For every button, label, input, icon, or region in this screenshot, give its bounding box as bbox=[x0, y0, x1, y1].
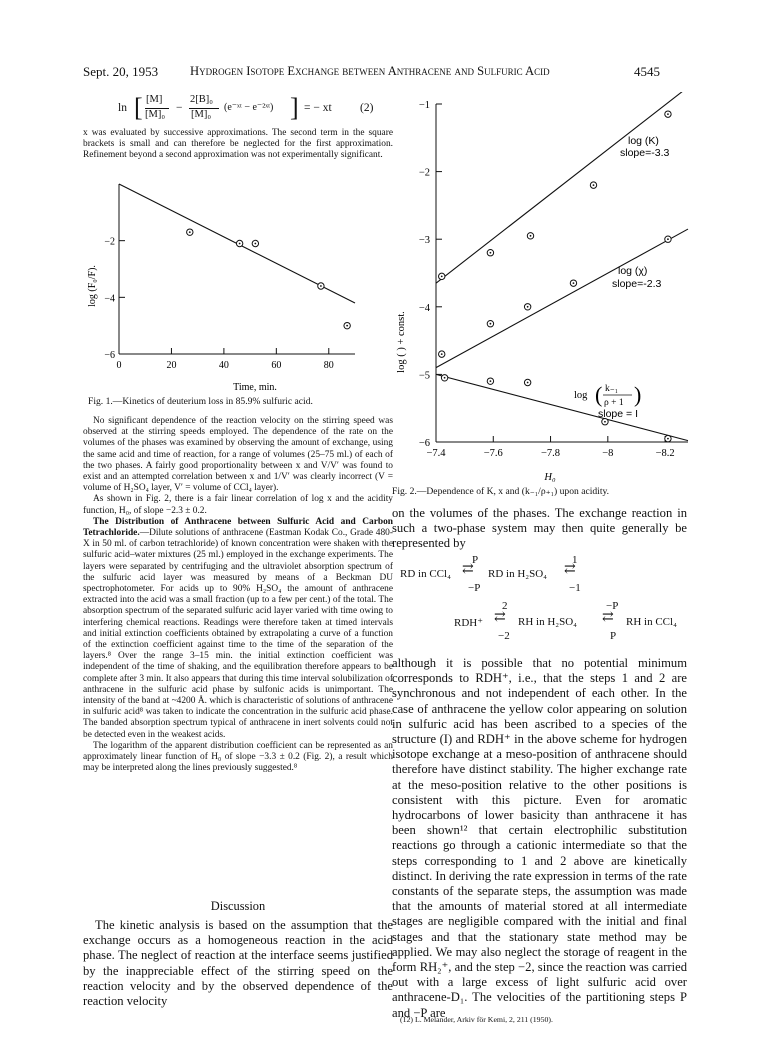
fig2-y-tick-label: −5 bbox=[418, 370, 430, 382]
fig2-y-tick-label: −2 bbox=[418, 167, 430, 179]
fig2-y-tick-label: −6 bbox=[418, 438, 430, 449]
reaction-scheme bbox=[392, 554, 692, 644]
discussion-block bbox=[83, 893, 393, 1009]
fig1-data-point-dot bbox=[346, 325, 348, 327]
fig1-x-tick-label: 20 bbox=[166, 360, 177, 371]
paragraph-distribution-text: —Dilute solutions of anthracene (Eastman Kodak Co., Grade 480-X in 50 ml. of carbon tetrachloride) of known concentration were shaken with the sulfuric acid–water mixtures (25 ml.) employed in the exchange experiments. The layers were separated by centrifuging and the ultraviolet absorption spectrum of the sulfuric acid layer was measured by means of a Beckman DU spectrophotometer. For acids up to 90% H₂SO₄ the amount of anthracene extracted into the acid was a small fraction (up to a few per cent.) of the total. The absorption spectrum of the separated sulfuric acid layer varied with time owing to interfering chemical reactions. Readings were therefore taken at timed intervals and initial extinction coefficients obtained by extrapolating a curve of a function of the extinction coefficient against time to the time of the separation of the layers.⁸ Over the range 3–15 min. the initial extinction coefficient was independent of the time of shaking, and the equilibration therefore appears to be complete after 3 min. It also appears that during this time interval solubilization of anthracene in the sulfuric acid phase by sulfonic acids is unimportant. The intensity of the band at ~4200 Å. which is characteristic of solutions of anthracene in sulfuric acid⁸ was taken to indicate the concentration in the sulfuric acid phase. The banded absorption spectrum typical of anthracene in inert solvents could not be detected even in the weakest acids. bbox=[83, 528, 393, 740]
fig1-y-axis-label: log (F₀/F). bbox=[87, 265, 98, 307]
scheme-step-minus-P-2: −P bbox=[606, 600, 619, 612]
fig2-fit-line-0 bbox=[436, 92, 688, 283]
fig2-y-tick-label: −1 bbox=[418, 100, 430, 111]
eq-minus: − bbox=[176, 102, 183, 114]
figure-2-chart bbox=[392, 92, 698, 484]
scheme-step-P-2: P bbox=[610, 630, 617, 642]
fig2-data-point-dot-0 bbox=[593, 184, 595, 186]
right-paragraph-intro bbox=[392, 506, 687, 552]
scheme-step-minus-P: −P bbox=[468, 582, 481, 594]
fig2-fit-line-1 bbox=[436, 229, 688, 368]
paragraph-mechanism: although it is possible that no potential minimum corresponds to RDH⁺, i.e., that the steps 1 and 2 are synchronous and not independent of each other. In the case of anthracene the yellow color appearing on solution in sulfuric acid has been ascribed to a species of the structure (I) and RDH⁺ in the above scheme for hydrogen isotope exchange at a meso-position of anthracene should therefore have distinct stability. The higher exchange rate at the meso-position relative to the other positions is consistent with this picture. Even for aromatic hydrocarbons of lower basicity than anthracene it has been shown¹² that certain electrophilic substitution reactions go through a cationic intermediate so that the steps corresponding to 1 and 2 above are kinetically distinct. In deriving the rate expression in terms of the rate constants of the separate steps, the assumption was made that the amounts of material stored at all intermediate stages are negligible compared with the initial and final stages and that the stationary state method may be applied. We may also neglect the storage of reagent in the form RH₂⁺, and the step −2, since the reaction was carried out with a large excess of light sulfuric acid over anthracene-D₁. The velocities of the partitioning steps P and −P are bbox=[392, 656, 687, 1020]
scheme-step-minus-2: −2 bbox=[498, 630, 510, 642]
fig2-y-axis-label: log ( ) + const. bbox=[396, 311, 407, 373]
fig2-data-point-dot-2 bbox=[444, 377, 446, 379]
eq-bracket-open: [ bbox=[134, 93, 143, 122]
fig2-data-point-dot-1 bbox=[441, 353, 443, 355]
eq-frac2-den: [M]₀ bbox=[191, 109, 211, 120]
paragraph-two-phase: on the volumes of the phases. The exchange reaction in such a two-phase system may then quite generally be represented by bbox=[392, 506, 687, 551]
fig2-x-tick-label: −7.4 bbox=[426, 448, 446, 459]
fig2-x-axis-label: H₀ bbox=[544, 472, 556, 483]
fig2-y-tick-label: −4 bbox=[418, 302, 430, 314]
fig2-x-tick-label: −8 bbox=[602, 448, 614, 459]
fig2-data-point-dot-2 bbox=[604, 421, 606, 423]
scheme-arrows-3: ⇄ bbox=[494, 610, 506, 625]
page-number: 4545 bbox=[634, 64, 660, 79]
paragraph-correlation: As shown in Fig. 2, there is a fair linear correlation of log x and the acidity function, H₀, of slope −2.3 ± 0.2. bbox=[83, 494, 393, 516]
series-x-slope: slope=-2.3 bbox=[612, 278, 662, 290]
eq-frac2-num: 2[B]₀ bbox=[190, 94, 213, 105]
scheme-step-minus-1: −1 bbox=[569, 582, 581, 594]
fig1-data-point-dot bbox=[254, 243, 256, 245]
fig2-data-point-dot-0 bbox=[667, 113, 669, 115]
fig1-x-tick-label: 80 bbox=[323, 360, 334, 371]
fig2-y-tick-label: −3 bbox=[418, 235, 430, 247]
fig2-data-point-dot-2 bbox=[667, 438, 669, 440]
figure-1-caption: Fig. 1.—Kinetics of deuterium loss in 85.9% sulfuric acid. bbox=[88, 396, 313, 407]
series-k-slope: slope=-3.3 bbox=[620, 147, 670, 159]
fig2-x-tick-label: −7.8 bbox=[541, 448, 561, 459]
eq-frac1-num: [M] bbox=[146, 94, 163, 105]
right-column-body bbox=[392, 656, 687, 1021]
scheme-rh-ccl4: RH in CCl₄ bbox=[626, 616, 677, 628]
series-x-label: log (χ) bbox=[618, 265, 648, 277]
eq-ln: ln bbox=[118, 102, 127, 114]
series-k1-numerator: k₋₁ bbox=[605, 384, 619, 394]
eq-exponential: (e⁻ˣᵗ − e⁻²ˣᵗ) bbox=[224, 102, 274, 113]
paragraph-distribution bbox=[83, 517, 393, 741]
fig1-x-tick-label: 40 bbox=[218, 360, 229, 371]
fig1-y-tick-label: −4 bbox=[104, 293, 115, 305]
equation-2 bbox=[118, 94, 388, 126]
paragraph-approximation-text: x was evaluated by successive approximations. The second term in the square brackets is small and can therefore be neglected for the first approximation. Refinement beyond a second approximation was not experimentally significant. bbox=[83, 128, 393, 161]
scheme-arrows-4: ⇄ bbox=[602, 610, 614, 625]
fig2-fit-line-2 bbox=[436, 374, 688, 440]
scheme-arrows-1: ⇄ bbox=[462, 562, 474, 577]
running-head-title: Hydrogen Isotope Exchange between Anthracene and Sulfuric Acid bbox=[190, 64, 550, 78]
eq-rhs: = − xt bbox=[304, 102, 332, 114]
paragraph-discussion: The kinetic analysis is based on the assumption that the exchange occurs as a homogeneous reaction in the acid phase. The neglect of reaction at the interface seems justified by the inappreciable effect of the stirring speed on the reaction velocity and by the observed dependence of the reaction velocity bbox=[83, 918, 393, 1009]
eq-frac1-den: [M]₀ bbox=[145, 109, 165, 120]
fig2-data-point-dot-2 bbox=[490, 380, 492, 382]
scheme-rh-h2so4: RH in H₂SO₄ bbox=[518, 616, 578, 628]
eq-number: (2) bbox=[360, 102, 374, 114]
series-k1-prefix: log bbox=[574, 390, 588, 401]
fig2-data-point-dot-0 bbox=[441, 275, 443, 277]
fig1-data-point-dot bbox=[239, 243, 241, 245]
scheme-rd-h2so4: RD in H₂SO₄ bbox=[488, 568, 548, 580]
scheme-step-1: 1 bbox=[572, 554, 578, 566]
footnote-12: (12) L. Melander, Arkiv för Kemi, 2, 211 (1950). bbox=[400, 1015, 553, 1024]
fig1-x-tick-label: 60 bbox=[271, 360, 282, 371]
series-k1-slope: slope = I bbox=[598, 408, 638, 420]
fig1-x-tick-label: 0 bbox=[116, 360, 122, 371]
fig2-data-point-dot-1 bbox=[490, 323, 492, 325]
fig2-data-point-dot-1 bbox=[527, 306, 529, 308]
paragraph-approximation bbox=[83, 128, 393, 162]
fig2-data-point-dot-1 bbox=[667, 238, 669, 240]
fig1-x-axis-label: Time, min. bbox=[233, 382, 277, 393]
series-k1-paren-open: ( bbox=[595, 382, 603, 407]
fig2-data-point-dot-0 bbox=[490, 252, 492, 254]
fig2-data-point-dot-2 bbox=[527, 382, 529, 384]
paragraph-logarithm: The logarithm of the apparent distribution coefficient can be represented as an approximately linear function of H₀ of slope −3.3 ± 0.2 (Fig. 2), a result which may be interpreted along the lines previously suggested.⁸ bbox=[83, 740, 393, 774]
series-k1-denominator: ρ + 1 bbox=[604, 398, 624, 408]
fig2-data-point-dot-0 bbox=[530, 235, 532, 237]
eq-bracket-close: ] bbox=[290, 93, 299, 122]
fig2-x-tick-label: −7.6 bbox=[483, 448, 503, 459]
figure-2-caption: Fig. 2.—Dependence of K, x and (k₋₁/ρ₊₁) upon acidity. bbox=[392, 486, 610, 497]
fig1-y-tick-label: −2 bbox=[104, 236, 115, 248]
fig2-x-tick-label: −8.2 bbox=[655, 448, 675, 459]
discussion-heading: Discussion bbox=[210, 899, 266, 913]
scheme-arrows-2: ⇄ bbox=[564, 562, 576, 577]
series-k1-paren-close: ) bbox=[634, 382, 642, 407]
paragraph-stirring: No significant dependence of the reaction velocity on the stirring speed was observed at the stirring speeds employed. The dependence of the rate on the volumes of the phases was examined by observing the amount of exchange, using the same acid and time of reaction, for a range of volumes (25–75 ml.) of each of the two phases. A fairly good proportionality between x and V/V′ was found to exist and an attempted correlation between x and 1/V′ was clearly incorrect (V = volume of H₂SO₄ layer, V′ = volume of CCl₄ layer). bbox=[83, 416, 393, 494]
figure-1-chart bbox=[83, 178, 383, 394]
scheme-rdh-plus: RDH⁺ bbox=[454, 617, 484, 629]
scheme-rd-ccl4: RD in CCl₄ bbox=[400, 568, 451, 580]
scheme-step-P: P bbox=[472, 554, 479, 566]
section-heading-distribution: The Distribution of Anthracene between Sulfuric Acid and Carbon Tetrachloride. bbox=[83, 516, 393, 539]
running-head-date: Sept. 20, 1953 bbox=[83, 64, 159, 79]
fig1-y-tick-label: −6 bbox=[104, 350, 115, 361]
series-k-label: log (K) bbox=[628, 135, 659, 147]
fig2-data-point-dot-1 bbox=[573, 282, 575, 284]
scheme-step-2: 2 bbox=[502, 600, 508, 612]
left-column-body bbox=[83, 416, 393, 775]
fig1-data-point-dot bbox=[320, 285, 322, 287]
fig1-data-point-dot bbox=[189, 231, 191, 233]
